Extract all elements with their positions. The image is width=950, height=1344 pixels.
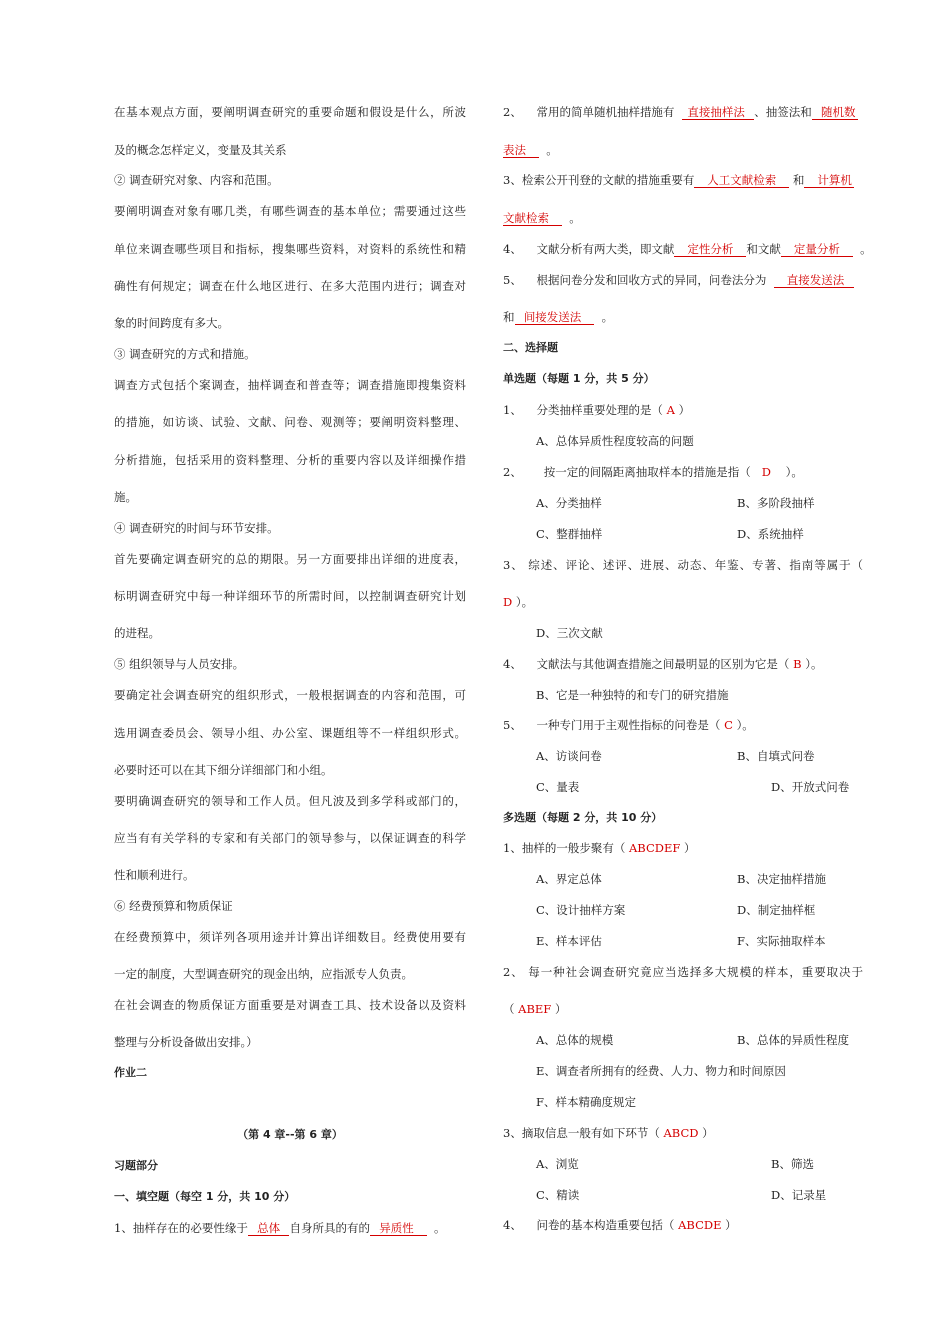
option: B、自填式问卷 <box>737 749 815 763</box>
chapter-range: （第 4 章--第 6 章） <box>237 1128 343 1141</box>
text-line: 标明调查研究中每一种详细环节的所需时间，以控制调查研究计划 <box>114 589 466 603</box>
homework-title: 作业二 <box>114 1066 147 1079</box>
text-line: 在基本观点方面，要阐明调查研究的重要命题和假设是什么，所波 <box>114 105 466 119</box>
single-question-1: 1、 分类抽样重要处理的是（ A ） <box>503 403 691 417</box>
text-line: 首先要确定调查研究的总的期限。另一方面要排出详细的进度表， <box>114 552 466 566</box>
answer-blank: 间接发送法 <box>515 310 595 325</box>
text-line: 在经费预算中，须详列各项用途并计算出详细数目。经费使用要有 <box>114 930 466 944</box>
option: D、三次文献 <box>536 626 603 640</box>
question-fill-5 <box>503 272 854 288</box>
exercises-heading: 习题部分 <box>114 1159 158 1172</box>
option: A、总体的规模 <box>536 1033 614 1047</box>
multi-question-4: 4、 问卷的基本构造重要包括（ ABCDE ） <box>503 1218 737 1232</box>
answer-blank: 文献检索 <box>503 211 562 226</box>
option: B、多阶段抽样 <box>737 496 815 510</box>
answer: D <box>503 595 513 609</box>
text-line: 调查方式包括个案调查，抽样调查和普查等；调查措施即搜集资料 <box>114 378 466 392</box>
answer: D <box>761 465 771 479</box>
option: C、量表 <box>536 780 580 794</box>
section-heading: ⑤ 组织领导与人员安排。 <box>114 657 245 671</box>
answer: ABEF <box>518 1002 552 1016</box>
fill-blank-title: 一、填空题（每空 1 分，共 10 分） <box>114 1190 296 1203</box>
text-line: 在社会调查的物质保证方面重要是对调查工具、技术设备以及资料 <box>114 998 466 1012</box>
option: F、实际抽取样本 <box>737 934 826 948</box>
option: B、筛选 <box>771 1157 814 1171</box>
answer-blank: 总体 <box>248 1221 290 1236</box>
option: B、总体的异质性程度 <box>737 1033 849 1047</box>
question-fill-3: 3、检索公开刊登的文献的措施重要有 人工文献检索 和 计算机 <box>503 173 852 187</box>
answer: ABCDE <box>678 1218 722 1232</box>
question-text: 2、 常用的简单随机抽样措施有 <box>503 105 675 119</box>
text-line: 分析措施，包括采用的资料整理、分析的重要内容以及详细操作措 <box>114 453 466 467</box>
option: A、分类抽样 <box>536 496 602 510</box>
option: A、总体异质性程度较高的问题 <box>536 434 694 448</box>
answer-blank: 直接抽样法 <box>682 105 754 120</box>
option: D、记录星 <box>771 1188 827 1202</box>
text-line: 确性有何规定；调查在什么地区进行、在多大范围内进行；调查对 <box>114 279 466 293</box>
option: C、整群抽样 <box>536 527 603 541</box>
section-heading: ④ 调查研究的时间与环节安排。 <box>114 521 279 535</box>
option: A、访谈问卷 <box>536 749 602 763</box>
section-heading: ⑥ 经费预算和物质保证 <box>114 899 233 913</box>
option: A、界定总体 <box>536 872 602 886</box>
question-fill-5-cont: 和 间接发送法 。 <box>503 310 614 324</box>
option: D、开放式问卷 <box>771 780 850 794</box>
answer-blank: 直接发送法 <box>774 273 854 288</box>
text-line: 选用调查委员会、领导小组、办公室、课题组等不一样组织形式。 <box>114 726 466 740</box>
text-line: 必要时还可以在其下细分详细部门和小组。 <box>114 763 333 777</box>
question-fill-3-cont: 文献检索 。 <box>503 211 581 225</box>
text-line: 施。 <box>114 490 137 504</box>
answer: B <box>793 657 802 671</box>
text-line: 一定的制度，大型调查研究的现金出纳，应指派专人负责。 <box>114 967 413 981</box>
question-fill-4: 4、 文献分析有两大类，即文献 定性分析 和文献 定量分析 。 <box>503 242 872 256</box>
question-text: 、抽签法和 <box>754 105 812 119</box>
option: E、调查者所拥有的经费、人力、物力和时间原因 <box>536 1064 786 1078</box>
answer-blank: 异质性 <box>370 1221 427 1236</box>
answer-blank: 随机数 <box>812 105 858 120</box>
text-line: 性和顺利进行。 <box>114 868 195 882</box>
answer: ABCDEF <box>628 841 681 855</box>
answer-blank: 表法 <box>503 143 539 158</box>
answer-blank: 计算机 <box>804 173 853 188</box>
section-heading: ② 调查研究对象、内容和范围。 <box>114 173 279 187</box>
option: C、设计抽样方案 <box>536 903 626 917</box>
multi-question-2-cont: （ ABEF ） <box>503 1002 567 1016</box>
single-question-4: 4、 文献法与其他调查措施之间最明显的区别为它是（ B ）。 <box>503 657 823 671</box>
text-line: 应当有有关学科的专家和有关部门的领导参与，以保证调查的科学 <box>114 831 466 845</box>
text-line: 象的时间跨度有多大。 <box>114 316 229 330</box>
question-text: 4、 文献分析有两大类，即文献 <box>503 242 675 256</box>
option: D、制定抽样框 <box>737 903 816 917</box>
multi-question-3: 3、摘取信息一般有如下环节（ ABCD ） <box>503 1126 714 1140</box>
question-text: 3、检索公开刊登的文献的措施重要有 <box>503 173 695 187</box>
single-question-3-cont: D ）。 <box>503 595 534 609</box>
single-choice-title: 单选题（每题 1 分，共 5 分） <box>503 372 655 385</box>
answer-blank: 定性分析 <box>674 242 746 257</box>
question-fill-2-cont: 表法 。 <box>503 143 558 157</box>
single-question-5: 5、 一种专门用于主观性指标的问卷是（ C ）。 <box>503 718 754 732</box>
choice-title: 二、选择题 <box>503 341 558 354</box>
option: C、精读 <box>536 1188 580 1202</box>
option: F、样本精确度规定 <box>536 1095 636 1109</box>
text-line: 要明确调查研究的领导和工作人员。但凡波及到多学科或部门的， <box>114 794 466 808</box>
option: A、浏览 <box>536 1157 579 1171</box>
answer: C <box>724 718 733 732</box>
option: B、它是一种独特的和专门的研究措施 <box>536 688 729 702</box>
text-line: 的进程。 <box>114 626 160 640</box>
multi-choice-title: 多选题（每题 2 分，共 10 分） <box>503 811 663 824</box>
answer: A <box>666 403 675 417</box>
question-text: 1、抽样存在的必要性缘于 <box>114 1221 248 1235</box>
answer-blank: 定量分析 <box>781 242 853 257</box>
question-text: 自身所具的有的 <box>289 1221 370 1235</box>
section-heading: ③ 调查研究的方式和措施。 <box>114 347 256 361</box>
question-fill-1: 1、抽样存在的必要性缘于 总体 自身所具的有的 异质性 。 <box>114 1221 446 1235</box>
option: D、系统抽样 <box>737 527 804 541</box>
text-line: 要确定社会调查研究的组织形式，一般根据调查的内容和范围，可 <box>114 688 466 702</box>
single-question-3: 3、 综述、评论、述评、进展、动态、年鉴、专著、指南等属于（ <box>503 558 863 572</box>
question-text: 5、 根据问卷分发和回收方式的异同，问卷法分为 <box>503 273 767 287</box>
multi-question-2: 2、 每一种社会调查研究竟应当选择多大规模的样本，重要取决于 <box>503 965 863 979</box>
text-line: 的措施，如访谈、试验、文献、问卷、观测等；要阐明资料整理、 <box>114 415 466 429</box>
option: E、样本评估 <box>536 934 602 948</box>
answer: ABCD <box>663 1126 699 1140</box>
question-fill-2 <box>503 104 858 120</box>
text-line: 要阐明调查对象有哪几类，有哪些调查的基本单位；需要通过这些 <box>114 204 466 218</box>
multi-question-1: 1、抽样的一般步聚有（ ABCDEF ） <box>503 841 696 855</box>
single-question-2: 2、 按一定的间隔距离抽取样本的措施是指（ D ）。 <box>503 465 803 479</box>
option: B、决定抽样措施 <box>737 872 826 886</box>
text-line: 单位来调查哪些项目和指标，搜集哪些资料，对资料的系统性和精 <box>114 242 466 256</box>
answer-blank: 人工文献检索 <box>694 173 789 188</box>
text-line: 及的概念怎样定义，变量及其关系 <box>114 143 287 157</box>
text-line: 整理与分析设备做出安排。） <box>114 1035 258 1049</box>
